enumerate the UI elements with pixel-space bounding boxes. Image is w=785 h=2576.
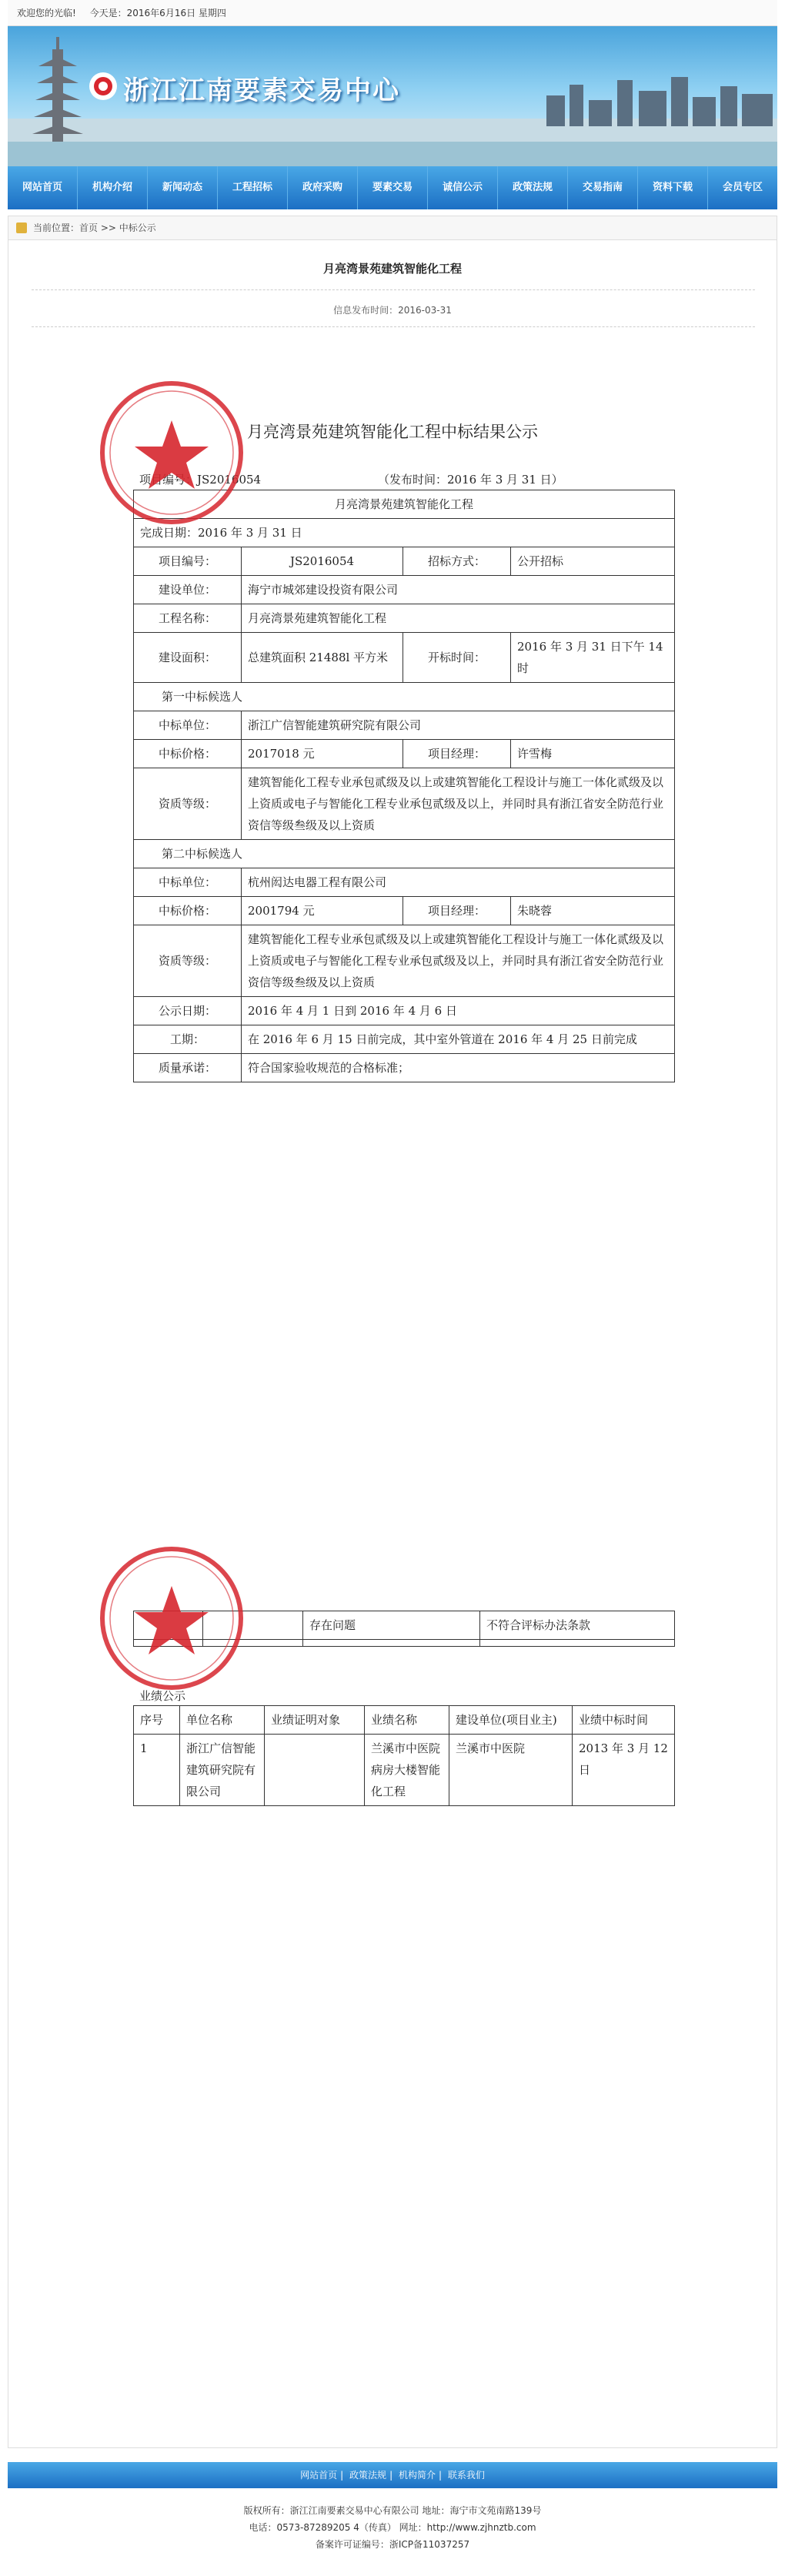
value-cell: 浙江广信智能建筑研究院有限公司 <box>242 711 675 740</box>
value-cell: 2017018 元 <box>242 740 403 768</box>
label-cell: 中标价格： <box>134 897 242 925</box>
performance-table <box>133 1705 675 1806</box>
table-title: 月亮湾景苑建筑智能化工程 <box>134 490 675 519</box>
label-cell: 中标价格： <box>134 740 242 768</box>
table-cell: 2013 年 3 月 12 日 <box>573 1735 675 1806</box>
article-title: 月亮湾景苑建筑智能化工程 <box>322 262 462 276</box>
label-cell: 建设面积： <box>134 633 242 683</box>
nav-news[interactable]: 新闻动态 <box>148 166 218 209</box>
divider <box>32 289 755 290</box>
value-cell: 杭州闳达电器工程有限公司 <box>242 868 675 897</box>
label-cell: 项目编号： <box>134 547 242 576</box>
value-cell: 2016 年 4 月 1 日到 2016 年 4 月 6 日 <box>242 997 675 1025</box>
table-header: 单位名称 <box>180 1706 265 1735</box>
label-cell: 质量承诺： <box>134 1054 242 1082</box>
red-seal-stamp <box>95 1541 249 1695</box>
red-seal-stamp <box>95 376 249 530</box>
header-banner <box>8 26 777 166</box>
value-cell: 建筑智能化工程专业承包贰级及以上或建筑智能化工程设计与施工一体化贰级及以上资质或电子与智能化工程专业承包贰级及以上，并同时具有浙江省安全防范行业资信等级叁级及以上资质 <box>242 768 675 840</box>
footer-link-about[interactable]: 机构简介 <box>398 2470 436 2481</box>
nav-credit[interactable]: 诚信公示 <box>428 166 498 209</box>
section-heading: 第一中标候选人 <box>134 683 675 711</box>
nav-policy[interactable]: 政策法规 <box>498 166 568 209</box>
breadcrumb-text[interactable]: 当前位置：首页 >> 中标公示 <box>33 222 156 233</box>
footer-link-contact[interactable]: 联系我们 <box>447 2470 485 2481</box>
nav-member[interactable]: 会员专区 <box>722 182 763 193</box>
table-cell: 兰溪市中医院 <box>449 1735 573 1806</box>
table-cell <box>265 1735 365 1806</box>
copyright-text: 版权所有：浙江江南要素交易中心有限公司 地址：海宁市文苑南路139号 <box>243 2505 542 2516</box>
value-cell: 符合国家验收规范的合格标准； <box>242 1054 675 1082</box>
rule-cell: 不符合评标办法条款 <box>480 1611 675 1640</box>
table-row <box>134 1735 675 1806</box>
label-cell: 项目经理： <box>403 897 511 925</box>
publish-time: 信息发布时间：2016-03-31 <box>333 305 452 316</box>
table-header: 业绩中标时间 <box>573 1706 675 1735</box>
result-table <box>133 490 675 1082</box>
value-cell: 2001794 元 <box>242 897 403 925</box>
site-title: 浙江江南要素交易中心 <box>123 75 400 106</box>
label-cell: 资质等级： <box>134 925 242 997</box>
value-cell: 建筑智能化工程专业承包贰级及以上或建筑智能化工程设计与施工一体化贰级及以上资质或电子与智能化工程专业承包贰级及以上，并同时具有浙江省安全防范行业资信等级叁级及以上资质 <box>242 925 675 997</box>
label-cell: 建设单位： <box>134 576 242 604</box>
completion-date: 完成日期：2016 年 3 月 31 日 <box>134 519 675 547</box>
label-cell: 项目经理： <box>403 740 511 768</box>
table-header: 业绩证明对象 <box>265 1706 365 1735</box>
performance-title: 业绩公示 <box>139 1689 186 1703</box>
breadcrumb <box>8 216 777 240</box>
logo-icon <box>89 72 117 100</box>
value-cell: 2016 年 3 月 31 日下午 14 时 <box>511 633 675 683</box>
label-cell: 工程名称： <box>134 604 242 633</box>
value-cell: 月亮湾景苑建筑智能化工程 <box>242 604 675 633</box>
table-header: 建设单位(项目业主) <box>449 1706 573 1735</box>
top-bar <box>8 0 777 26</box>
value-cell: 海宁市城郊建设投资有限公司 <box>242 576 675 604</box>
table-cell: 浙江广信智能建筑研究院有限公司 <box>180 1735 265 1806</box>
nav-procurement[interactable]: 政府采购 <box>288 166 358 209</box>
nav-download[interactable]: 资料下载 <box>638 166 708 209</box>
label-cell: 中标单位： <box>134 711 242 740</box>
label-cell: 招标方式： <box>403 547 511 576</box>
footer-info <box>0 2502 785 2553</box>
value-cell: JS2016054 <box>242 547 403 576</box>
value-cell: 朱晓蓉 <box>511 897 675 925</box>
contact-text: 电话：0573-87289205 4（传真） 网址：http://www.zjhnztb.com <box>249 2522 536 2533</box>
icp-text: 备案许可证编号：浙ICP备11037257 <box>315 2539 470 2550</box>
value-cell: 公开招标 <box>511 547 675 576</box>
label-cell: 开标时间： <box>403 633 511 683</box>
value-cell: 总建筑面积 21488l 平方米 <box>242 633 403 683</box>
section-heading: 第二中标候选人 <box>134 840 675 868</box>
nav-about[interactable]: 机构介绍 <box>78 166 148 209</box>
table-cell: 1 <box>134 1735 180 1806</box>
label-cell: 中标单位： <box>134 868 242 897</box>
value-cell: 许雪梅 <box>511 740 675 768</box>
nav-guide[interactable]: 交易指南 <box>568 166 638 209</box>
document-heading: 月亮湾景苑建筑智能化工程中标结果公示 <box>247 423 538 441</box>
issue-cell: 存在问题 <box>303 1611 480 1640</box>
table-cell: 兰溪市中医院病房大楼智能化工程 <box>365 1735 449 1806</box>
location-icon <box>16 222 27 233</box>
date-text: 今天是：2016年6月16日 星期四 <box>89 8 226 18</box>
label-cell: 工期： <box>134 1025 242 1054</box>
nav-home[interactable]: 网站首页 <box>8 166 78 209</box>
footer-link-policy[interactable]: 政策法规 <box>349 2470 387 2481</box>
main-nav <box>8 166 777 209</box>
footer-links: 网站首页 | 政策法规 | 机构简介 | 联系我们 <box>8 2462 777 2488</box>
welcome-text: 欢迎您的光临! <box>17 8 76 18</box>
table-header: 序号 <box>134 1706 180 1735</box>
article-panel <box>8 240 777 2448</box>
table-header: 业绩名称 <box>365 1706 449 1735</box>
project-number-line: 项目编号：JS2016054 <box>139 473 262 487</box>
label-cell: 资质等级： <box>134 768 242 840</box>
publish-date-line: （发布时间：2016 年 3 月 31 日） <box>378 473 563 487</box>
nav-trade[interactable]: 要素交易 <box>358 166 428 209</box>
value-cell: 在 2016 年 6 月 15 日前完成，其中室外管道在 2016 年 4 月 25 日前完成 <box>242 1025 675 1054</box>
nav-bidding[interactable]: 工程招标 <box>218 166 288 209</box>
footer-link-home[interactable]: 网站首页 <box>300 2470 338 2481</box>
divider <box>32 326 755 327</box>
label-cell: 公示日期： <box>134 997 242 1025</box>
